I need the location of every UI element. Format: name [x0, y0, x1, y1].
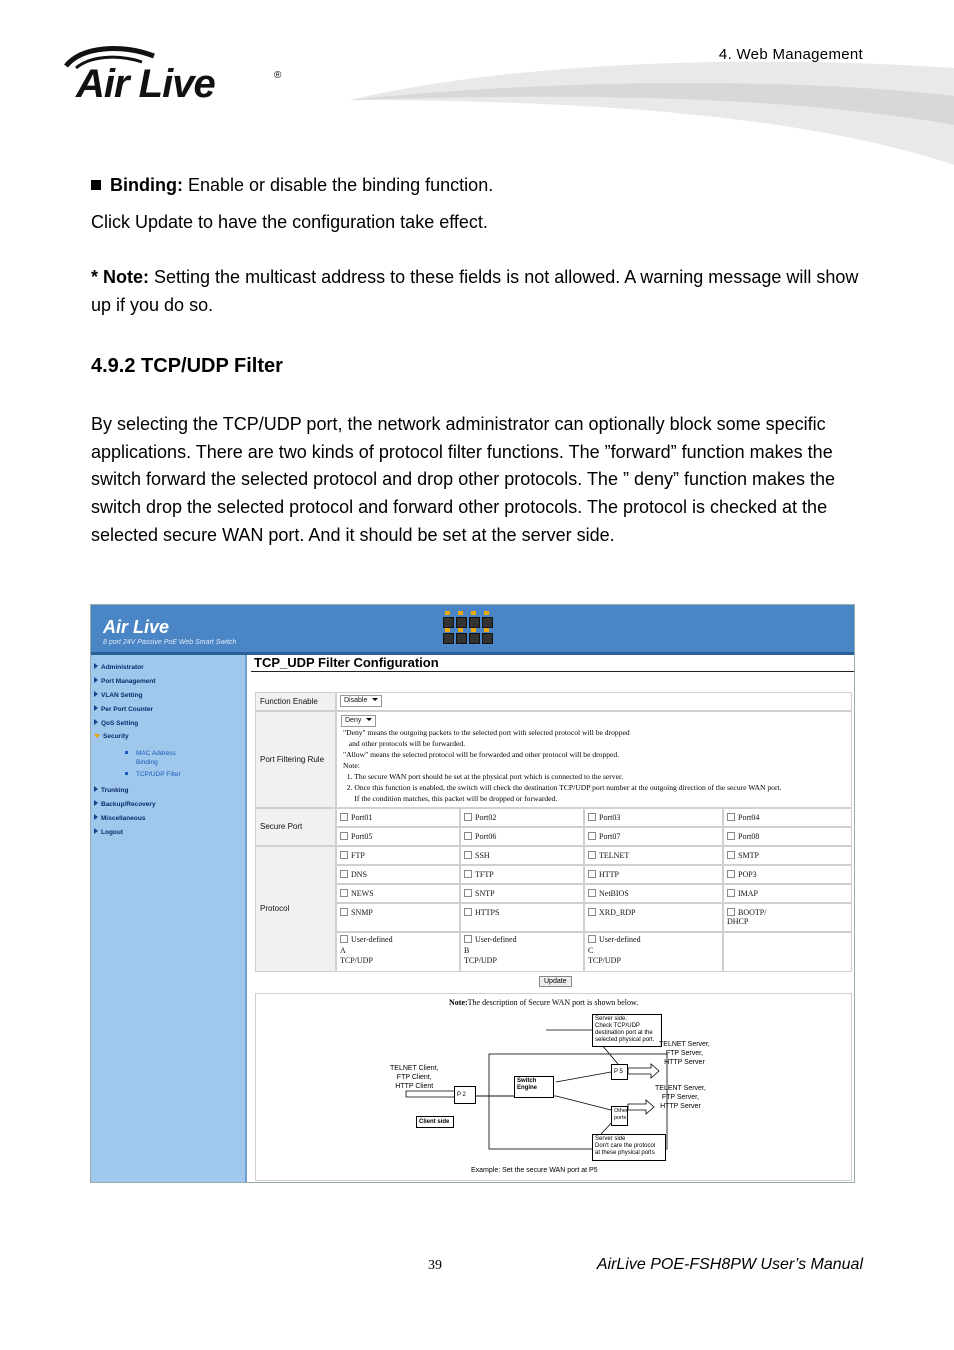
title-divider: [251, 671, 854, 672]
checkbox-icon[interactable]: [588, 908, 596, 916]
p2-port-box: P 2: [454, 1086, 476, 1104]
nav-item-vlan-setting[interactable]: VLAN Setting: [94, 691, 143, 699]
clients-label: TELNET Client, FTP Client, HTTP Client: [390, 1065, 439, 1090]
checkbox-icon[interactable]: [727, 908, 735, 916]
nav-item-logout[interactable]: Logout: [94, 828, 123, 836]
nav-item-per-port-counter[interactable]: Per Port Counter: [94, 705, 153, 713]
secure-port-label: Secure Port: [255, 808, 336, 846]
checkbox-icon[interactable]: [464, 889, 472, 897]
server-side-top-box: Server side. Check TCP/UDP destination port at the selected physical port.: [592, 1014, 662, 1047]
binding-bullet: [91, 172, 493, 200]
nav-item-qos-setting[interactable]: QoS Setting: [94, 719, 138, 727]
rule-line-4: Note:: [343, 761, 360, 770]
port-filtering-label: Port Filtering Rule: [255, 711, 336, 808]
note-label: * Note:: [91, 267, 149, 287]
server-side-bottom-box: Server side Don't care the protocol at these physical ports: [592, 1134, 666, 1161]
chapter-heading: 4. Web Management: [718, 46, 863, 63]
user-defined-2[interactable]: User-defined B TCP/UDP: [460, 932, 584, 972]
other-ports-box: Other ports: [611, 1106, 628, 1126]
switch-engine-box: Switch Engine: [514, 1076, 554, 1098]
client-side-box: Client side: [416, 1116, 454, 1128]
manual-title: AirLive POE-FSH8PW User’s Manual: [596, 1256, 863, 1273]
diagram-lines: [256, 994, 853, 1182]
checkbox-icon[interactable]: [588, 935, 596, 943]
diagram-example: Example: Set the secure WAN port at P5: [471, 1167, 598, 1174]
port-checkbox-4[interactable]: Port04: [723, 808, 852, 827]
web-ui-banner: [91, 605, 854, 652]
checkbox-icon[interactable]: [464, 908, 472, 916]
protocol-checkbox-8[interactable]: POP3: [723, 865, 852, 884]
checkbox-icon[interactable]: [340, 851, 348, 859]
checkbox-icon[interactable]: [464, 870, 472, 878]
logo-registered-mark: ®: [274, 70, 282, 81]
checkbox-icon[interactable]: [340, 908, 348, 916]
nav-item-trunking[interactable]: Trunking: [94, 786, 128, 794]
section-title: 4.9.2 TCP/UDP Filter: [91, 355, 283, 377]
note-text: Setting the multicast address to these fields is not allowed. A warning message will show up if you do so.: [91, 267, 859, 315]
checkbox-icon[interactable]: [340, 870, 348, 878]
subnav-mac-address-binding[interactable]: MAC Address Binding: [136, 749, 176, 767]
port-checkbox-5[interactable]: Port05: [336, 827, 460, 846]
checkbox-icon[interactable]: [340, 935, 348, 943]
rule-line-5: 1. The secure WAN port should be set at the physical port which is connected to the server.: [343, 772, 623, 781]
checkbox-icon[interactable]: [727, 813, 735, 821]
chevron-down-icon: [372, 698, 378, 701]
function-enable-label: Function Enable: [255, 692, 336, 711]
nav-item-miscellaneous[interactable]: Miscellaneous: [94, 814, 145, 822]
rule-line-7: If the condition matches, this packet will be dropped or forwarded.: [343, 794, 558, 803]
checkbox-icon[interactable]: [727, 889, 735, 897]
protocol-checkbox-15[interactable]: XRD_RDP: [584, 903, 723, 932]
nav-item-backup-recovery[interactable]: Backup/Recovery: [94, 800, 156, 808]
tcp-udp-filter-screenshot: [90, 604, 855, 1183]
binding-label: Binding:: [110, 175, 183, 195]
note-paragraph: [91, 264, 871, 319]
telnet-server-label-1: TELNET Server, FTP Server, HTTP Server: [659, 1041, 710, 1066]
port-filtering-cell: [336, 711, 852, 808]
click-update-text: Click Update to have the configuration take effect.: [91, 212, 488, 232]
secure-wan-diagram: [255, 993, 852, 1181]
protocol-checkbox-12[interactable]: IMAP: [723, 884, 852, 903]
binding-text: Enable or disable the binding function.: [182, 175, 494, 195]
port-checkbox-1[interactable]: Port01: [336, 808, 460, 827]
checkbox-icon[interactable]: [464, 832, 472, 840]
port-checkbox-8[interactable]: Port08: [723, 827, 852, 846]
airlive-logo: [62, 44, 292, 108]
page-number: 39: [428, 1258, 442, 1273]
port-checkbox-7[interactable]: Port07: [584, 827, 723, 846]
checkbox-icon[interactable]: [588, 813, 596, 821]
nav-sidebar: [91, 655, 247, 1182]
port-filtering-select[interactable]: Deny: [341, 715, 376, 727]
checkbox-icon[interactable]: [464, 813, 472, 821]
protocol-checkbox-10[interactable]: SNTP: [460, 884, 584, 903]
function-enable-select[interactable]: Disable: [340, 695, 382, 707]
checkbox-icon[interactable]: [588, 870, 596, 878]
rule-line-2: and other protocols will be forwarded.: [343, 739, 466, 748]
protocol-checkbox-5[interactable]: DNS: [336, 865, 460, 884]
banner-subtitle: 8 port 24V Passive PoE Web Smart Switch: [103, 639, 237, 646]
rule-line-6: 2. Once this function is enabled, the switch will check the destination TCP/UDP port number at the outgoing direction of the secure WAN port.: [343, 783, 782, 792]
protocol-checkbox-4[interactable]: SMTP: [723, 846, 852, 865]
nav-item-administrator[interactable]: Administrator: [94, 663, 144, 671]
user-defined-1[interactable]: User-defined A TCP/UDP: [336, 932, 460, 972]
checkbox-icon[interactable]: [588, 832, 596, 840]
banner-logo: Air Live: [103, 617, 170, 637]
protocol-checkbox-2[interactable]: SSH: [460, 846, 584, 865]
checkbox-icon[interactable]: [340, 832, 348, 840]
config-title: TCP_UDP Filter Configuration: [254, 655, 439, 670]
protocol-checkbox-1[interactable]: FTP: [336, 846, 460, 865]
protocol-checkbox-16[interactable]: BOOTP/ DHCP: [723, 903, 852, 932]
protocol-checkbox-3[interactable]: TELNET: [584, 846, 723, 865]
checkbox-icon[interactable]: [464, 935, 472, 943]
intro-paragraph: By selecting the TCP/UDP port, the network administrator can optionally block some specific applications. There are two kinds of protocol filter functions. The ”forward” function makes the switch forward the selected protocol and drop other protocols. The ” deny” function makes the switch drop the selected protocol and forward other protocols. The protocol is checked at the selected secure WAN port. And it should be set at the server side.: [91, 414, 836, 545]
p5-port-box: P 5: [611, 1064, 628, 1080]
checkbox-icon[interactable]: [727, 870, 735, 878]
checkbox-icon[interactable]: [727, 851, 735, 859]
square-bullet-icon: [91, 180, 101, 190]
protocol-checkbox-9[interactable]: NEWS: [336, 884, 460, 903]
update-button[interactable]: Update: [539, 976, 572, 987]
nav-item-security[interactable]: Security: [94, 733, 129, 740]
checkbox-icon[interactable]: [588, 889, 596, 897]
checkbox-icon[interactable]: [588, 851, 596, 859]
checkbox-icon[interactable]: [727, 832, 735, 840]
port-checkbox-3[interactable]: Port03: [584, 808, 723, 827]
function-enable-cell: [336, 692, 852, 711]
chevron-down-icon: [366, 718, 372, 721]
protocol-checkbox-14[interactable]: HTTPS: [460, 903, 584, 932]
nav-item-port-management[interactable]: Port Management: [94, 677, 156, 685]
telnet-server-label-2: TELENT Server, FTP Server, HTTP Server: [655, 1085, 706, 1110]
rule-line-3: "Allow" means the selected protocol will be forwarded and other protocol will be dropped.: [343, 750, 620, 759]
checkbox-icon[interactable]: [340, 813, 348, 821]
user-defined-3[interactable]: User-defined C TCP/UDP: [584, 932, 723, 972]
user-defined-empty: [723, 932, 852, 972]
checkbox-icon[interactable]: [340, 889, 348, 897]
protocol-checkbox-11[interactable]: NetBIOS: [584, 884, 723, 903]
protocol-checkbox-7[interactable]: HTTP: [584, 865, 723, 884]
port-checkbox-2[interactable]: Port02: [460, 808, 584, 827]
protocol-checkbox-6[interactable]: TFTP: [460, 865, 584, 884]
port-checkbox-6[interactable]: Port06: [460, 827, 584, 846]
subnav-tcp-udp-filter[interactable]: TCP/UDP Filter: [136, 770, 181, 779]
checkbox-icon[interactable]: [464, 851, 472, 859]
logo-wordmark: Air Live: [76, 62, 215, 106]
diagram-note: Note:The description of Secure WAN port is shown below.: [449, 998, 639, 1007]
protocol-label: Protocol: [255, 846, 336, 972]
rule-line-1: "Deny" means the outgoing packets to the selected port with selected protocol will be dropped: [343, 728, 630, 737]
protocol-checkbox-13[interactable]: SNMP: [336, 903, 460, 932]
